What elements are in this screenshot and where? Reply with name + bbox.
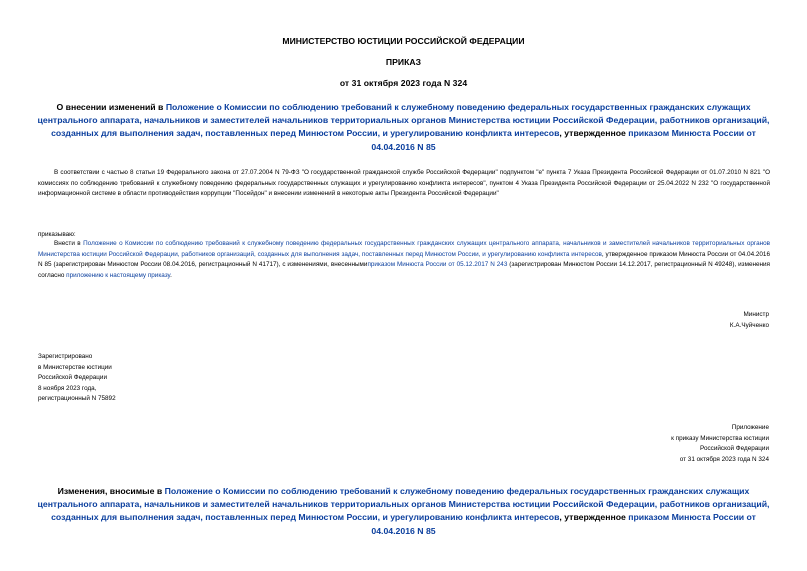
amendment-prefix: Внести в	[54, 240, 84, 247]
doc-type-heading: ПРИКАЗ	[385, 57, 422, 67]
changes-order-85-link[interactable]: приказом Минюста России от 04.04.2016 N 85	[371, 512, 756, 536]
registration-line: Зарегистрировано	[38, 353, 93, 360]
amendment-end: .	[170, 271, 172, 279]
signature-position: Министр	[743, 311, 769, 318]
registration-line: в Министерстве юстиции	[38, 363, 112, 371]
registration-line: 8 ноября 2023 года,	[38, 384, 97, 392]
order-title-middle: , утвержденное	[559, 128, 629, 139]
signature-name: К.А.Чуйченко	[729, 321, 769, 329]
changes-title	[30, 485, 777, 538]
registration-line: Российской Федерации	[38, 374, 107, 382]
date-number-heading: от 31 октября 2023 года N 324	[339, 78, 468, 88]
regulation-link[interactable]: Положение о Комиссии по соблюдению требований к служебному поведению федеральных государственных гражданских служащих центрального аппарата, начальников и заместителей начальников территориальных органов Министерства юстиции Российской Федерации, работников организаций, созданных для выполнения задач, поставленных перед Минюстом России, и урегулированию конфликта интересов	[37, 102, 770, 139]
appendix-line: Российской Федерации	[700, 445, 769, 453]
registration-line: регистрационный N 75892	[38, 395, 116, 403]
order-title-prefix: О внесении изменений в	[56, 102, 166, 112]
order-243-link[interactable]: приказом Минюста России от 05.12.2017 N 243	[367, 261, 508, 269]
amendment-text-2: (зарегистрирован Минюстом России 14.12.2017, регистрационный N 49248), изменения согласно	[38, 261, 770, 279]
appendix-line: к приказу Министерства юстиции	[671, 434, 769, 442]
changes-regulation-link[interactable]: Положение о Комиссии по соблюдению требований к служебному поведению федеральных государственных гражданских служащих центрального аппарата, начальников и заместителей начальников территориальных органов Министерства юстиции Российской Федерации, работников организаций, созданных для выполнения задач, поставленных перед Минюстом России, и урегулированию конфликта интересов	[37, 486, 770, 523]
amendment-paragraph	[38, 239, 770, 281]
order-title	[30, 101, 777, 154]
order-word: приказываю:	[38, 231, 76, 238]
amendment-regulation-link[interactable]: Положение о Комиссии по соблюдению требований к служебному поведению федеральных государственных гражданских служащих центрального аппарата, начальников и заместителей начальников территориальных органов Министерства юстиции Российской Федерации, работников организаций, созданных для выполнения задач, поставленных перед Минюстом России, и урегулированию конфликта интересов	[38, 240, 771, 258]
ministry-heading: МИНИСТЕРСТВО ЮСТИЦИИ РОССИЙСКОЙ ФЕДЕРАЦИИ	[282, 36, 525, 46]
changes-title-prefix: Изменения, вносимые в	[57, 486, 165, 496]
amendment-text-1: , утвержденное приказом Минюста России от 04.04.2016 N 85 (зарегистрирован Минюстом России 08.04.2016, регистрационный N 41717), с изменениями, внесенными	[38, 250, 770, 269]
order-85-link[interactable]: приказом Минюста России от 04.04.2016 N 85	[371, 128, 756, 152]
appendix-block	[671, 423, 769, 465]
appendix-line: Приложение	[731, 424, 769, 431]
changes-title-middle: , утвержденное	[559, 512, 629, 523]
registration-block	[38, 352, 116, 405]
preamble-paragraph: В соответствии с частью 8 статьи 19 Федерального закона от 27.07.2004 N 79-ФЗ "О государственной гражданской службе Российской Федерации" подпунктом "е" пункта 7 Указа Президента Российской Федерации от 01.07.2010 N 821 "О комиссиях по соблюдению требований к служебному поведению федеральных государственных служащих и урегулированию конфликта интересов", пунктом 4 Указа Президента Российской Федерации от 25.04.2022 N 232 "О государственной информационной системе в области противодействия коррупции "Посейдон" и внесении изменений в некоторые акты Президента Российской Федерации"	[38, 169, 770, 198]
signature-block	[730, 310, 769, 331]
appendix-link[interactable]: приложению к настоящему приказу	[66, 271, 171, 279]
appendix-line: от 31 октября 2023 года N 324	[679, 455, 769, 463]
